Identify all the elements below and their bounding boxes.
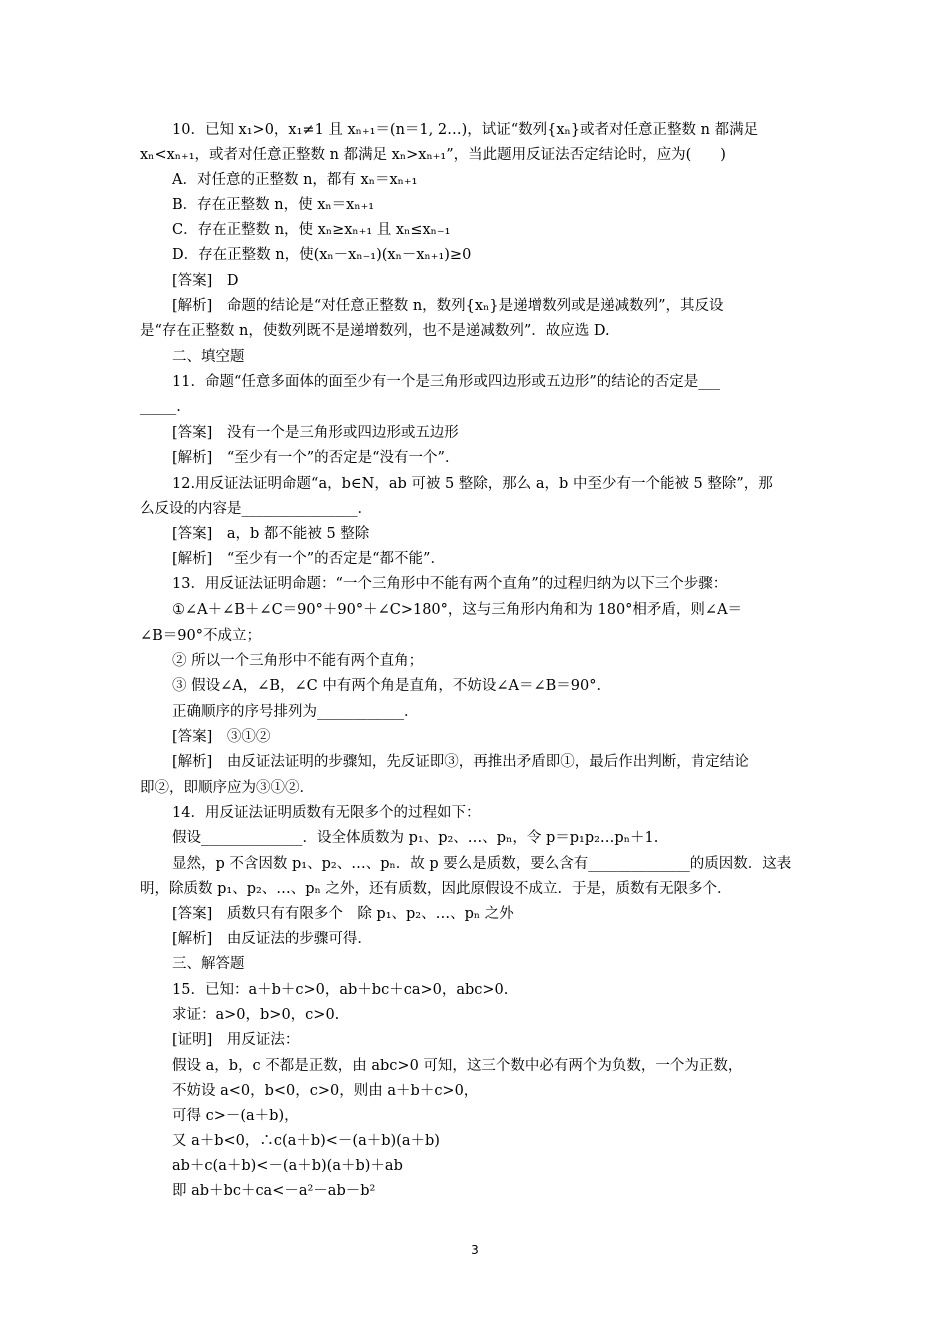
q10-analysis-line-1: [解析] 命题的结论是“对任意正整数 n，数列{xₙ}是递增数列或是递减数列”，其反设 <box>172 298 724 314</box>
q13-answer: [答案] ③①② <box>172 729 271 745</box>
q12-stem-line-1: 12.用反证法证明命题“a，b∈N，ab 可被 5 整除，那么 a，b 中至少有一个能被 5 整除”，那 <box>172 476 773 492</box>
q14-analysis: [解析] 由反证法的步骤可得． <box>172 931 372 947</box>
q12-stem-line-2: 么反设的内容是________________． <box>140 501 372 517</box>
q13-stem: 13．用反证法证明命题：“一个三角形中不能有两个直角”的过程归纳为以下三个步骤： <box>172 576 728 592</box>
q10-option-a: A．对任意的正整数 n，都有 xₙ＝xₙ₊₁ <box>172 172 418 188</box>
q15-proof-line-2: 不妨设 a<0，b<0，c>0，则由 a＋b＋c>0， <box>172 1083 479 1099</box>
q10-option-c: C．存在正整数 n，使 xₙ≥xₙ₊₁ 且 xₙ≤xₙ₋₁ <box>172 222 451 238</box>
q11-stem-line-1: 11．命题“任意多面体的面至少有一个是三角形或四边形或五边形”的结论的否定是___ <box>172 374 721 390</box>
q14-stem: 14．用反证法证明质数有无限多个的过程如下： <box>172 805 481 821</box>
q14-text-line-1: 假设______________．设全体质数为 p₁、p₂、…、pₙ，令 p＝p₁p₂…pₙ＋1. <box>172 830 659 846</box>
q15-proof-line-5: ab＋c(a＋b)<－(a＋b)(a＋b)＋ab <box>172 1158 403 1174</box>
q13-analysis-line-2: 即②，即顺序应为③①②． <box>140 780 314 796</box>
q15-proof-heading: [证明] 用反证法： <box>172 1032 300 1048</box>
q11-analysis: [解析] “至少有一个”的否定是“没有一个”． <box>172 450 460 466</box>
q12-answer: [答案] a，b 都不能被 5 整除 <box>172 526 370 542</box>
q13-step-2: ② 所以一个三角形中不能有两个直角； <box>172 653 424 669</box>
q10-option-d: D．存在正整数 n，使(xₙ－xₙ₋₁)(xₙ－xₙ₊₁)≥0 <box>172 247 472 263</box>
q12-analysis: [解析] “至少有一个”的否定是“都不能”． <box>172 551 445 567</box>
q13-step-1-line-2: ∠B＝90°不成立； <box>140 628 262 644</box>
q13-order-prompt: 正确顺序的序号排列为____________． <box>172 704 419 720</box>
section-heading-solutions: 三、解答题 <box>172 956 245 972</box>
q15-given: 15．已知：a＋b＋c>0，ab＋bc＋ca>0，abc>0. <box>172 982 509 998</box>
q15-proof-line-6: 即 ab＋bc＋ca<－a²－ab－b² <box>172 1183 376 1199</box>
q15-proof-line-1: 假设 a，b，c 不都是正数，由 abc>0 可知，这三个数中必有两个为负数，一个为正数， <box>172 1058 743 1074</box>
q14-answer: [答案] 质数只有有限多个 除 p₁、p₂、…、pₙ 之外 <box>172 906 514 922</box>
q10-option-b: B．存在正整数 n，使 xₙ＝xₙ₊₁ <box>172 197 375 213</box>
q14-text-line-3: 明，除质数 p₁、p₂、…、pₙ 之外，还有质数，因此原假设不成立．于是，质数有无限多个． <box>140 881 732 897</box>
section-heading-fill-in: 二、填空题 <box>172 349 245 365</box>
q10-answer: [答案] D <box>172 273 239 289</box>
q10-stem-line-2: xₙ<xₙ₊₁，或者对任意正整数 n 都满足 xₙ>xₙ₊₁”，当此题用反证法否定结论时，应为( ) <box>140 147 726 163</box>
q14-text-line-2: 显然，p 不含因数 p₁、p₂、…、pₙ．故 p 要么是质数，要么含有______________的质因数．这表 <box>172 856 792 872</box>
q13-step-1-line-1: ①∠A＋∠B＋∠C＝90°＋90°＋∠C>180°，这与三角形内角和为 180°相矛盾，则∠A＝ <box>172 602 743 618</box>
page-number: 3 <box>471 1243 479 1257</box>
q11-stem-line-2: _____. <box>140 399 181 415</box>
q15-to-prove: 求证：a>0，b>0，c>0. <box>172 1007 340 1023</box>
q10-analysis-line-2: 是“存在正整数 n，使数列既不是递增数列，也不是递减数列”．故应选 D. <box>140 323 610 339</box>
q11-answer: [答案] 没有一个是三角形或四边形或五边形 <box>172 425 459 441</box>
q13-analysis-line-1: [解析] 由反证法证明的步骤知，先反证即③，再推出矛盾即①，最后作出判断，肯定结论 <box>172 754 749 770</box>
q13-step-3: ③ 假设∠A，∠B，∠C 中有两个角是直角，不妨设∠A＝∠B＝90°． <box>172 678 612 694</box>
q15-proof-line-3: 可得 c>－(a＋b)， <box>172 1108 299 1124</box>
q15-proof-line-4: 又 a＋b<0，∴c(a＋b)<－(a＋b)(a＋b) <box>172 1133 440 1149</box>
q10-stem-line-1: 10．已知 x₁>0，x₁≠1 且 xₙ₊₁＝(n＝1, 2…)，试证“数列{xₙ}或者对任意正整数 n 都满足 <box>172 122 759 138</box>
